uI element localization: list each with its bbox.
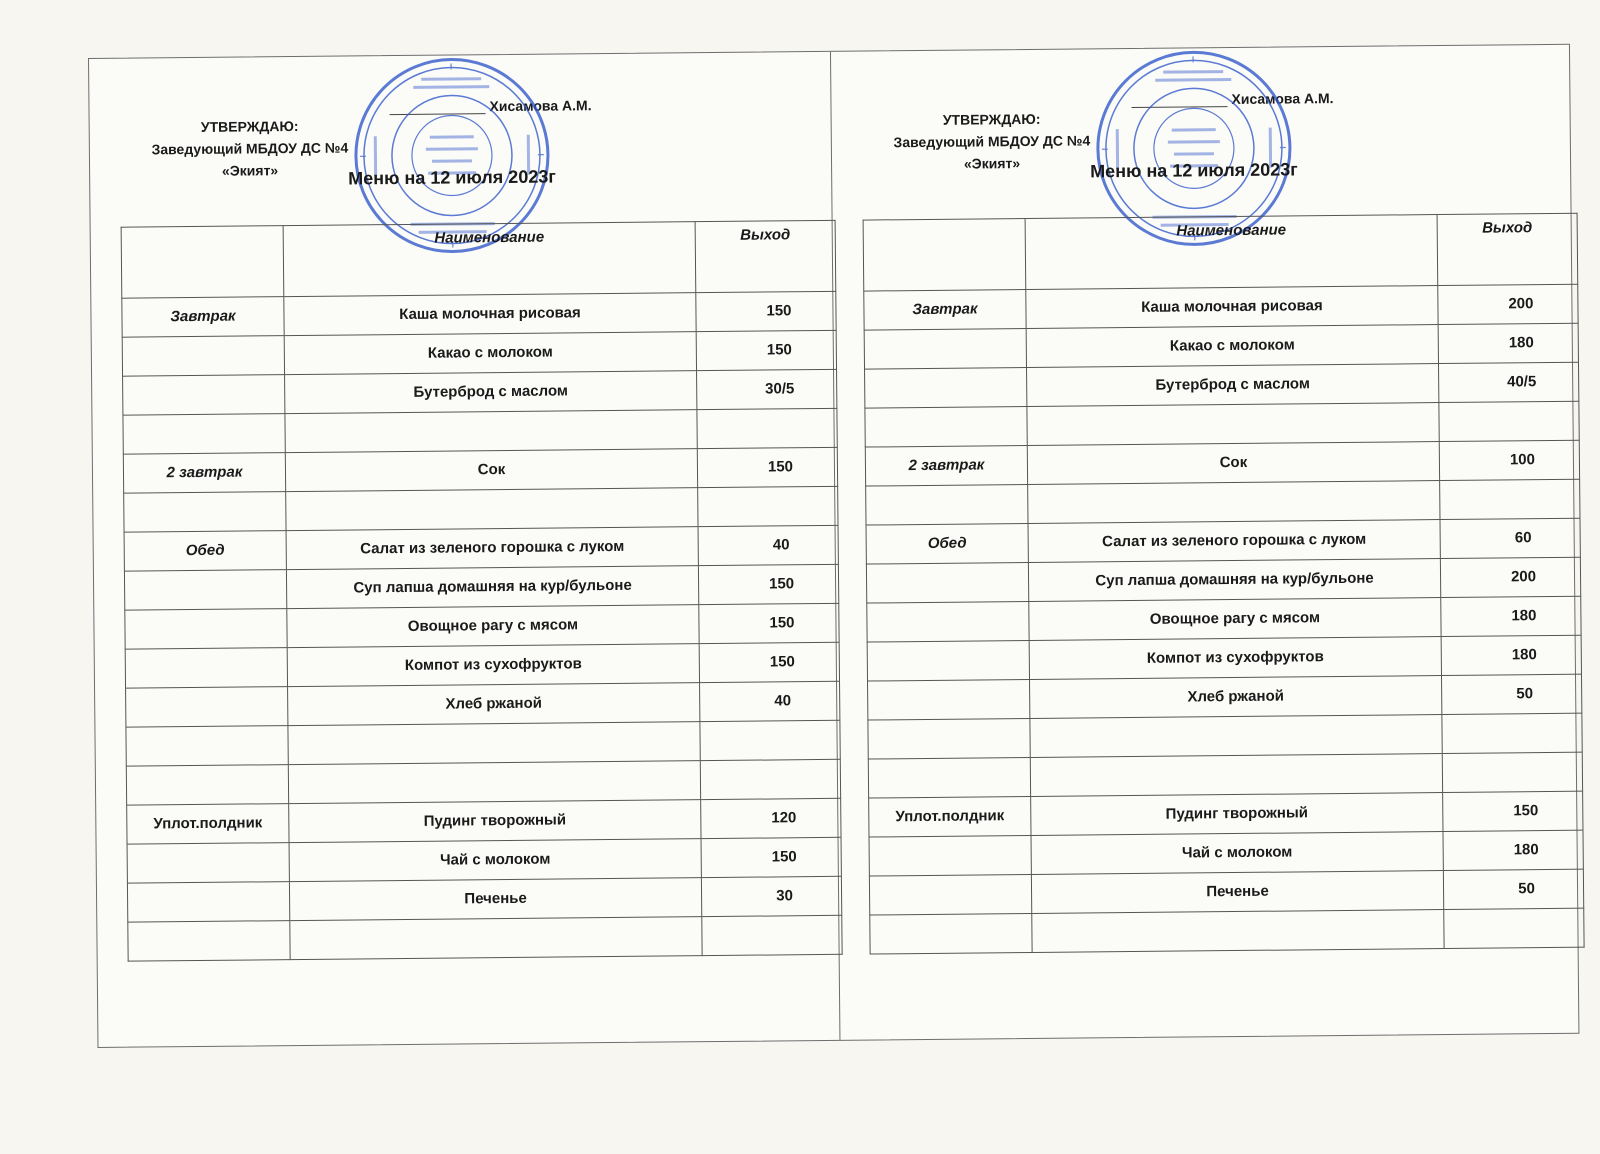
- dish-cell: Чай с молоком: [289, 839, 701, 882]
- output-cell: [1442, 713, 1582, 753]
- output-cell: 30/5: [697, 369, 837, 409]
- table-row: [869, 791, 1583, 837]
- output-cell: 120: [701, 798, 841, 838]
- dish-cell: Салат из зеленого горошка с луком: [286, 527, 698, 570]
- output-cell: [1439, 401, 1579, 441]
- signer-name: Хисамова А.М.: [489, 97, 592, 115]
- dish-cell: [1030, 754, 1442, 797]
- table-row: [868, 713, 1582, 759]
- dish-cell: Хлеб ржаной: [1030, 676, 1442, 719]
- meal-cell: [124, 492, 286, 533]
- menu-title: Меню на 12 июля 2023г: [348, 166, 556, 189]
- table-row: [128, 915, 842, 961]
- output-cell: 200: [1438, 284, 1578, 324]
- output-cell: 200: [1440, 557, 1580, 597]
- table-row: [125, 642, 839, 688]
- dish-cell: [286, 488, 698, 531]
- meal-cell: [125, 609, 287, 650]
- table-row: [869, 830, 1583, 876]
- table-row: [868, 752, 1582, 798]
- dish-cell: Печенье: [289, 878, 701, 921]
- meal-cell: [124, 570, 286, 611]
- meal-cell: [865, 368, 1027, 409]
- dish-cell: Сок: [1027, 442, 1439, 485]
- dish-cell: Пудинг творожный: [1031, 793, 1443, 836]
- output-cell: [1440, 479, 1580, 519]
- table-row: [127, 837, 841, 883]
- output-cell: 150: [697, 447, 837, 487]
- table-row: [865, 362, 1579, 408]
- meal-cell: [869, 835, 1031, 876]
- meal-cell: [125, 648, 287, 689]
- meal-cell: Уплот.полдник: [869, 796, 1031, 837]
- menu-table: [863, 213, 1585, 955]
- table-row: [870, 908, 1584, 954]
- table-row: [866, 479, 1580, 525]
- meal-cell: [126, 765, 288, 806]
- output-cell: 100: [1439, 440, 1579, 480]
- dish-cell: Хлеб ржаной: [288, 683, 700, 726]
- output-cell: 60: [1440, 518, 1580, 558]
- header-name: Наименование: [283, 222, 696, 297]
- dish-cell: Овощное рагу с мясом: [287, 605, 699, 648]
- dish-cell: Печенье: [1031, 871, 1443, 914]
- header-output: Выход: [1437, 213, 1578, 285]
- approval-heading: УТВЕРЖДАЮ:: [200, 117, 299, 135]
- table-row: [869, 869, 1583, 915]
- dish-cell: Каша молочная рисовая: [284, 293, 696, 336]
- dish-cell: [285, 410, 697, 453]
- meal-cell: 2 завтрак: [865, 446, 1027, 487]
- table-header-row: [121, 220, 836, 298]
- meal-cell: Обед: [124, 531, 286, 572]
- meal-cell: [122, 336, 284, 377]
- header-name: Наименование: [1025, 215, 1438, 290]
- dish-cell: [1032, 910, 1444, 953]
- table-row: [123, 408, 837, 454]
- output-cell: 150: [1443, 791, 1583, 831]
- output-cell: [700, 759, 840, 799]
- output-cell: [698, 486, 838, 526]
- dish-cell: Суп лапша домашняя на кур/бульоне: [286, 566, 698, 609]
- dish-cell: [1027, 403, 1439, 446]
- meal-cell: [867, 601, 1029, 642]
- dish-cell: Бутерброд с маслом: [285, 371, 697, 414]
- meal-cell: 2 завтрак: [123, 453, 285, 494]
- table-row: [126, 759, 840, 805]
- output-cell: [1442, 752, 1582, 792]
- meal-cell: Завтрак: [122, 297, 284, 338]
- dish-cell: [288, 722, 700, 765]
- meal-cell: Обед: [866, 523, 1028, 564]
- menu-table: [121, 220, 843, 962]
- meal-cell: [127, 843, 289, 884]
- table-header-row: [863, 213, 1578, 291]
- menu-panel-right: [831, 45, 1581, 1040]
- table-row: [865, 401, 1579, 447]
- dish-cell: [1028, 481, 1440, 524]
- output-cell: 150: [698, 564, 838, 604]
- output-cell: 180: [1443, 830, 1583, 870]
- table-row: [868, 674, 1582, 720]
- dish-cell: Сок: [285, 449, 697, 492]
- table-row: [127, 876, 841, 922]
- table-row: [867, 596, 1581, 642]
- output-cell: 40/5: [1438, 362, 1578, 402]
- approval-block: [862, 107, 1123, 175]
- dish-cell: [290, 917, 702, 960]
- meal-cell: [865, 407, 1027, 448]
- table-row: [123, 369, 837, 415]
- approval-block: [120, 114, 381, 182]
- table-row: [122, 291, 836, 337]
- meal-cell: Уплот.полдник: [127, 804, 289, 845]
- meal-cell: [128, 921, 290, 962]
- output-cell: [1444, 908, 1584, 948]
- dish-cell: Пудинг творожный: [289, 800, 701, 843]
- dish-cell: Овощное рагу с мясом: [1029, 598, 1441, 641]
- approval-heading: УТВЕРЖДАЮ:: [942, 110, 1041, 128]
- meal-cell: [126, 687, 288, 728]
- menu-sheet: [88, 44, 1579, 1048]
- table-row: [866, 557, 1580, 603]
- table-row: [126, 720, 840, 766]
- table-row: [124, 525, 838, 571]
- output-cell: [700, 720, 840, 760]
- meal-cell: [868, 718, 1030, 759]
- dish-cell: Чай с молоком: [1031, 832, 1443, 875]
- output-cell: 150: [699, 642, 839, 682]
- table-row: [864, 284, 1578, 330]
- dish-cell: Салат из зеленого горошка с луком: [1028, 520, 1440, 563]
- signer-name: Хисамова А.М.: [1231, 90, 1334, 108]
- table-row: [127, 798, 841, 844]
- output-cell: 150: [696, 330, 836, 370]
- output-cell: 50: [1443, 869, 1583, 909]
- approval-position: Заведующий МБДОУ ДС №4: [893, 132, 1091, 151]
- table-row: [867, 635, 1581, 681]
- dish-cell: Какао с молоком: [1026, 325, 1438, 368]
- table-row: [123, 447, 837, 493]
- table-row: [864, 323, 1578, 369]
- dish-cell: Какао с молоком: [284, 332, 696, 375]
- meal-cell: [866, 484, 1028, 525]
- dish-cell: Каша молочная рисовая: [1026, 286, 1438, 329]
- table-row: [126, 681, 840, 727]
- meal-cell: [123, 414, 285, 455]
- menu-panel-left: [89, 52, 839, 1047]
- header-output: Выход: [695, 220, 836, 292]
- output-cell: 150: [696, 291, 836, 331]
- meal-cell: [123, 375, 285, 416]
- table-row: [122, 330, 836, 376]
- table-row: [865, 440, 1579, 486]
- approval-org: «Экият»: [221, 162, 279, 179]
- dish-cell: Компот из сухофруктов: [1029, 637, 1441, 680]
- meal-cell: [126, 726, 288, 767]
- dish-cell: [288, 761, 700, 804]
- header-meal: [121, 226, 284, 299]
- meal-cell: [868, 757, 1030, 798]
- meal-cell: [869, 874, 1031, 915]
- header-meal: [863, 219, 1026, 292]
- dish-cell: Суп лапша домашняя на кур/бульоне: [1028, 559, 1440, 602]
- meal-cell: Завтрак: [864, 290, 1026, 331]
- table-row: [866, 518, 1580, 564]
- meal-cell: [867, 640, 1029, 681]
- output-cell: 150: [699, 603, 839, 643]
- output-cell: 50: [1441, 674, 1581, 714]
- output-cell: 150: [701, 837, 841, 877]
- approval-org: «Экият»: [963, 155, 1021, 172]
- output-cell: 180: [1441, 596, 1581, 636]
- output-cell: 180: [1441, 635, 1581, 675]
- output-cell: 40: [700, 681, 840, 721]
- output-cell: 30: [701, 876, 841, 916]
- dish-cell: Бутерброд с маслом: [1027, 364, 1439, 407]
- meal-cell: [127, 882, 289, 923]
- table-row: [125, 603, 839, 649]
- menu-title: Меню на 12 июля 2023г: [1090, 159, 1298, 182]
- table-row: [124, 486, 838, 532]
- table-row: [124, 564, 838, 610]
- output-cell: [702, 915, 842, 955]
- output-cell: [697, 408, 837, 448]
- dish-cell: Компот из сухофруктов: [287, 644, 699, 687]
- approval-position: Заведующий МБДОУ ДС №4: [151, 139, 349, 158]
- meal-cell: [868, 679, 1030, 720]
- output-cell: 40: [698, 525, 838, 565]
- meal-cell: [864, 329, 1026, 370]
- dish-cell: [1030, 715, 1442, 758]
- meal-cell: [870, 913, 1032, 954]
- output-cell: 180: [1438, 323, 1578, 363]
- meal-cell: [866, 562, 1028, 603]
